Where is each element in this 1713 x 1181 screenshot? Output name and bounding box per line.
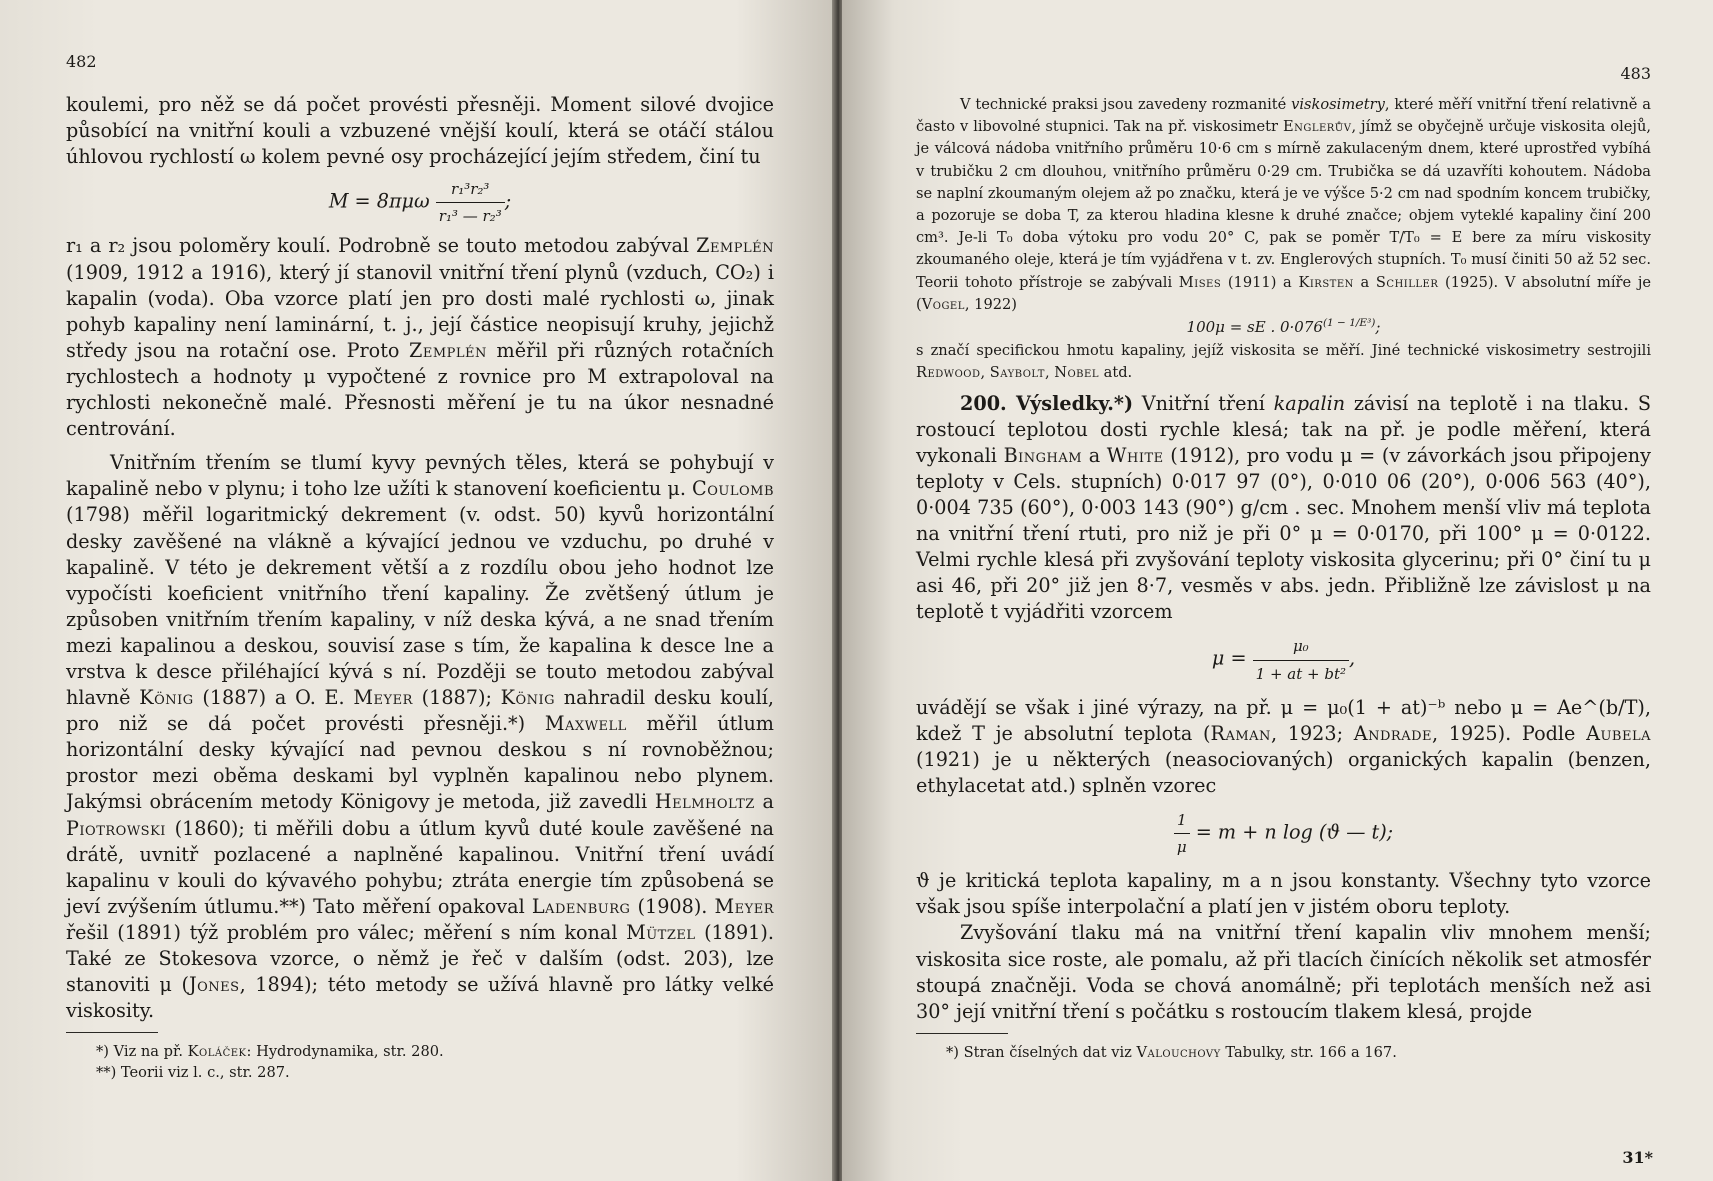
- paragraph: r₁ a r₂ jsou poloměry koulí. Podrobně se touto metodou zabýval Zemplén (1909, 1912 a 1916), který jí stanovil vnitřní tření plynů (vzduch, CO₂) i kapalin (voda). Oba vzorce platí jen pro dosti malé rychlosti ω, jinak pohyb kapaliny není laminární, t. j., její částice neopisují kruhy, jejichž středy jsou na rotační ose. Proto Zemplén měřil při různých rotačních rychlostech a hodnoty μ vypočtené z rovnice pro M extrapoloval na rychlosti nekonečně malé. Přesnosti měření je tu na úkor nesnadné centrování.: [66, 234, 774, 441]
- footnote: *) Viz na př. Koláček: Hydrodynamika, str. 280.: [96, 1043, 444, 1061]
- left-page: [0, 0, 836, 1181]
- section-paragraph: 200. Výsledky.*) Vnitřní tření kapalin závisí na teplotě i na tlaku. S rostoucí teplotou dosti rychle klesá; tak na př. je podle měření, která vykonali Bingham a White (1912), pro vodu μ = (v závorkách jsou připojeny teploty v Cels. stupních) 0·017 97 (0°), 0·010 06 (20°), 0·006 563 (40°), 0·004 735 (60°), 0·003 143 (90°) g/cm . sec. Mnohem menší vliv má teplota na vnitřní tření rtuti, pro niž je při 0° μ = 0·0170, při 100° μ = 0·0122. Velmi rychle klesá při zvyšování teploty viskosita glycerinu; při 0° činí tu μ asi 46, při 20° již jen 8·7, vesměs v abs. jedn. Přibližně lze závislost μ na teplotě t vyjádřiti vzorcem: [916, 391, 1651, 624]
- footnote-rule: [916, 1033, 1008, 1034]
- paragraph-small: V technické praksi jsou zavedeny rozmanité viskosimetry, které měří vnitřní tření relativně a často v libovolné stupnici. Tak na př. viskosimetr Englerův, jímž se obyčejně určuje viskosita olejů, je válcová nádoba vnitřního průměru 10·6 cm s mírně zakulaceným dnem, které uprostřed vybíhá v trubičku 2 cm dlouhou, vnitřního průměru 0·29 cm. Trubička se dá uzavříti kohoutem. Nádoba se naplní zkoumaným olejem až po značku, která je ve výšce 5·2 cm nad spodním koncem trubičky, a pozoruje se doba T, za kterou hladina klesne k druhé značce; objem vyteklé kapaliny činí 200 cm³. Je-li T₀ doba výtoku pro vodu 20° C, pak se poměr T/T₀ = E bere za míru viskosity zkoumaného oleje, která je tím vyjádřena v t. zv. Englerových stupních. T₀ musí činiti 50 až 52 sec. Teorii tohoto přístroje se zabývali Mises (1911) a Kirsten a Schiller (1925). V absolutní míře je (Vogel, 1922): [916, 96, 1651, 313]
- paragraph: koulemi, pro něž se dá počet provésti přesněji. Moment silové dvojice působící na vnitřní kouli a vzbuzené vnější koulí, která se otáčí stálou úhlovou rychlostí ω kolem pevné osy procházející jejím středem, činí tu: [66, 93, 774, 169]
- formula-torque: M = 8πμω $\frac{\text{r₁³r₂³}}{\text{r₁³ — r₂³}}$ ;: [66, 176, 774, 229]
- right-page: [842, 0, 1713, 1181]
- footnote: **) Teorii viz l. c., str. 287.: [96, 1064, 290, 1082]
- formula-engler: 100μ = sE . $0\cdot 076^{(1 - 1/E^3)}$;: [1186, 317, 1381, 337]
- sheet-signature: 31*: [1622, 1148, 1653, 1167]
- section-heading: 200. Výsledky.*): [960, 391, 1134, 415]
- footnote: *) Stran číselných dat viz Valouchovy Tabulky, str. 166 a 167.: [946, 1043, 1397, 1061]
- paragraph: Zvyšování tlaku má na vnitřní tření kapalin vliv mnohem menší; viskosita sice roste, ale pomalu, až při tlacích činících několik set atmosfér stoupá značněji. Voda se chová anomálně; při teplotách menších než asi 30° její vnitřní tření s počátku s rostoucím tlakem klesá, projde: [916, 921, 1651, 1023]
- page-number: 483: [1620, 64, 1651, 83]
- fraction: $\frac{1}{\mu}$: [1174, 807, 1190, 860]
- paragraph: ϑ je kritická teplota kapaliny, m a n jsou konstanty. Všechny tyto vzorce však jsou spíše interpolační a platí jen v jistém oboru teploty.: [916, 869, 1651, 919]
- fraction: $\frac{\text{μ₀}}{\text{1 + at + bt²}}$: [1253, 633, 1349, 686]
- paragraph: uvádějí se však i jiné výrazy, na př. μ = μ₀(1 + at)⁻ᵇ nebo μ = Ae^(b/T), kdež T je absolutní teplota (Raman, 1923; Andrade, 1925). Podle Aubela (1921) je u některých (neasociovaných) organických kapalin (benzen, ethylacetat atd.) splněn vzorec: [916, 695, 1651, 797]
- fraction: $\frac{\text{r₁³r₂³}}{\text{r₁³ — r₂³}}$: [436, 176, 505, 229]
- page-number: 482: [66, 52, 97, 71]
- paragraph-small: s značí specifickou hmotu kapaliny, jejíž viskosita se měří. Jiné technické viskosimetry sestrojili Redwood, Saybolt, Nobel atd.: [916, 342, 1651, 382]
- paragraph: Vnitřním třením se tlumí kyvy pevných těles, která se pohybují v kapalině nebo v plynu; i toho lze užíti k stanovení koeficientu μ. Coulomb (1798) měřil logaritmický dekrement (v. odst. 50) kyvů horizontální desky zavěšené na vlákně a kývající jednou ve vzduchu, po druhé v kapalině. V této je dekrement větší a z rozdílu obou jeho hodnot lze vypočísti koeficient vnitřního tření kapaliny. Že zvětšený útlum je způsoben vnitřním třením kapaliny, v níž deska kývá, a ne snad třením mezi kapalinou a deskou, souvisí zase s tím, že kapalina k desce lne a vrstva k desce přiléhající kývá s ní. Později se touto metodou zabýval hlavně König (1887) a O. E. Meyer (1887); König nahradil desku koulí, pro niž se dá počet provésti přesněji.*) Maxwell měřil útlum horizontální desky kývající nad pevnou deskou s ní rovnoběžnou; prostor mezi oběma deskami byl vyplněn kapalinou nebo plynem. Jakýmsi obrácením metody Königovy je metoda, již zavedli Helmholtz a Piotrowski (1860); ti měřili dobu a útlum kyvů duté koule zavěšené na drátě, uvnitř pozlacené a naplněné kapalinou. Vnitřní tření uvádí kapalinu v kouli do kývavého pohybu; ztráta energie tím způsobená se jeví zvýšením útlumu.**) Tato měření opakoval Ladenburg (1908). Meyer řešil (1891) týž problém pro válec; měření s ním konal Mützel (1891). Také ze Stokesova vzorce, o němž je řeč v dalším (odst. 203), lze stanoviti μ (Jones, 1894); této metody se užívá hlavně pro látky velké viskosity.: [66, 451, 775, 1023]
- formula-temperature: μ = $\frac{\text{μ₀}}{\text{1 + at + bt²}}$ ,: [916, 633, 1651, 686]
- formula-aubel: $\frac{1}{\mu}$ = m + n log (ϑ — t);: [916, 807, 1651, 860]
- footnote-rule: [66, 1032, 158, 1033]
